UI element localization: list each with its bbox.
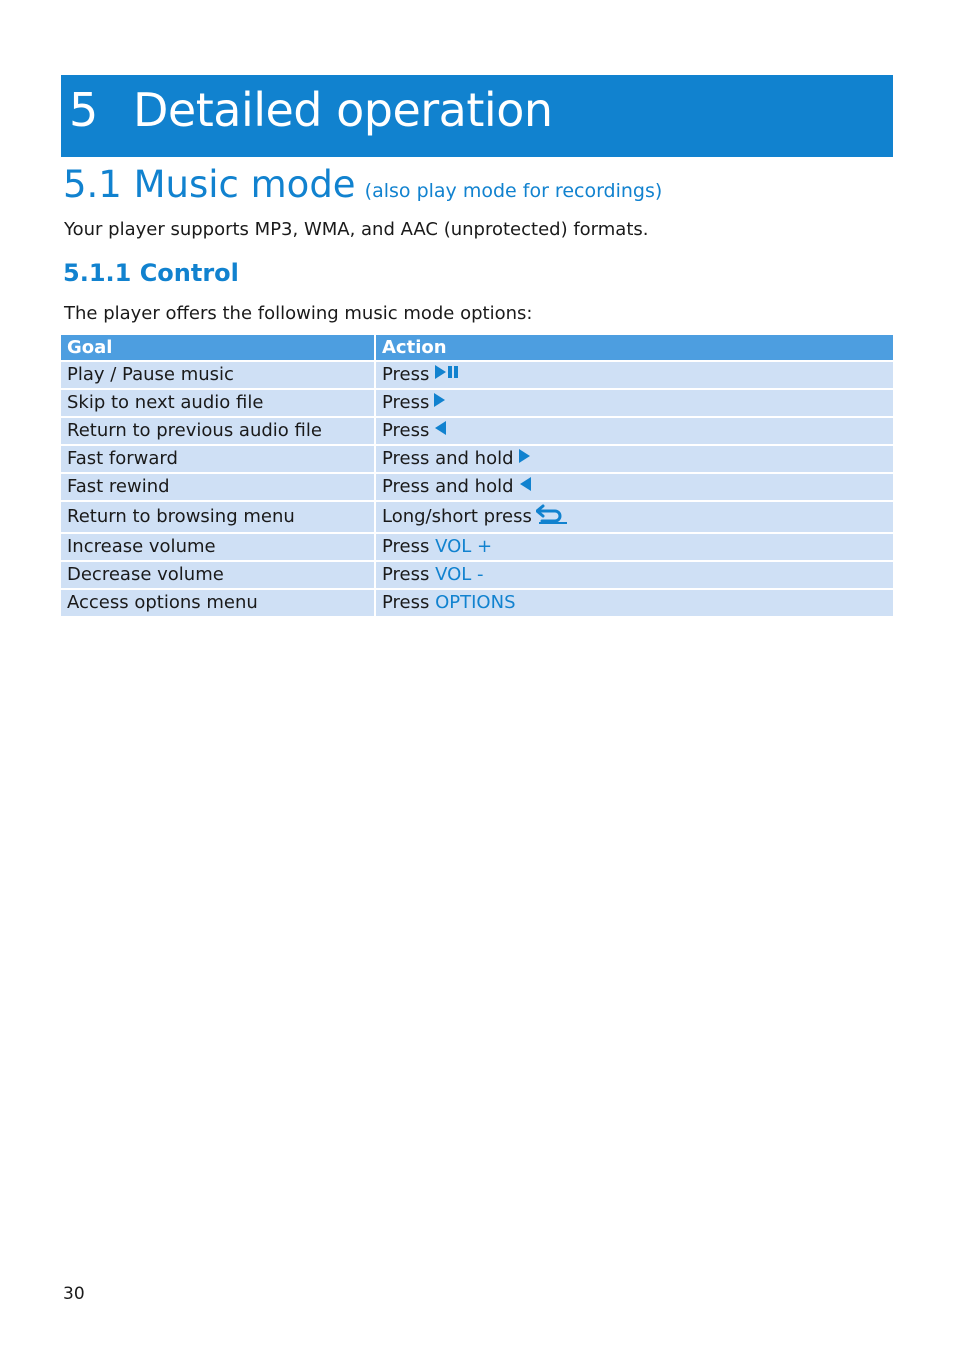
music-mode-options-table (61, 335, 893, 616)
action-text: Press and hold (382, 476, 514, 497)
goal-cell: Return to browsing menu (61, 501, 375, 533)
action-cell (375, 389, 893, 417)
back-icon (536, 502, 568, 532)
page-number: 30 (63, 1284, 85, 1304)
chapter-heading-bar (61, 75, 893, 157)
action-text: Press (382, 420, 430, 441)
action-cell (375, 501, 893, 533)
right-arrow-icon (518, 446, 532, 472)
table-row (61, 473, 893, 501)
goal-cell: Return to previous audio file (61, 417, 375, 445)
table-row (61, 533, 893, 561)
right-arrow-icon (433, 390, 447, 416)
action-cell (375, 445, 893, 473)
left-arrow-icon (518, 474, 532, 500)
goal-cell: Fast rewind (61, 473, 375, 501)
action-text: Press and hold (382, 448, 514, 469)
goal-cell: Increase volume (61, 533, 375, 561)
section-title: 5.1 Music mode (63, 163, 356, 206)
options-key: OPTIONS (435, 592, 516, 613)
goal-cell: Skip to next audio file (61, 389, 375, 417)
table-row (61, 445, 893, 473)
play-pause-icon (433, 362, 461, 388)
action-cell (375, 533, 893, 561)
table-row (61, 561, 893, 589)
intro-paragraph: Your player supports MP3, WMA, and AAC (unprotected) formats. (64, 219, 649, 240)
table-row (61, 501, 893, 533)
section-subtitle: (also play mode for recordings) (364, 180, 663, 202)
action-text: Long/short press (382, 506, 532, 527)
goal-cell: Play / Pause music (61, 361, 375, 389)
action-text: Press (382, 592, 430, 613)
chapter-title: Detailed operation (133, 83, 553, 137)
goal-cell: Decrease volume (61, 561, 375, 589)
table-row (61, 389, 893, 417)
section-heading (63, 163, 662, 206)
left-arrow-icon (433, 418, 447, 444)
action-text: Press (382, 364, 430, 385)
subsection-title: 5.1.1 Control (63, 259, 239, 287)
lead-paragraph: The player offers the following music mode options: (64, 303, 533, 324)
goal-cell: Access options menu (61, 589, 375, 616)
table-row (61, 589, 893, 616)
action-text: Press (382, 564, 430, 585)
action-cell (375, 589, 893, 616)
action-cell (375, 473, 893, 501)
table-row (61, 361, 893, 389)
header-action: Action (375, 335, 893, 361)
header-goal: Goal (61, 335, 375, 361)
action-cell (375, 417, 893, 445)
action-cell (375, 561, 893, 589)
vol-plus-key: VOL + (435, 536, 493, 557)
vol-minus-key: VOL - (435, 564, 484, 585)
action-cell (375, 361, 893, 389)
action-text: Press (382, 392, 430, 413)
table-row (61, 417, 893, 445)
action-text: Press (382, 536, 430, 557)
table-header-row (61, 335, 893, 361)
goal-cell: Fast forward (61, 445, 375, 473)
chapter-number: 5 (69, 83, 99, 137)
